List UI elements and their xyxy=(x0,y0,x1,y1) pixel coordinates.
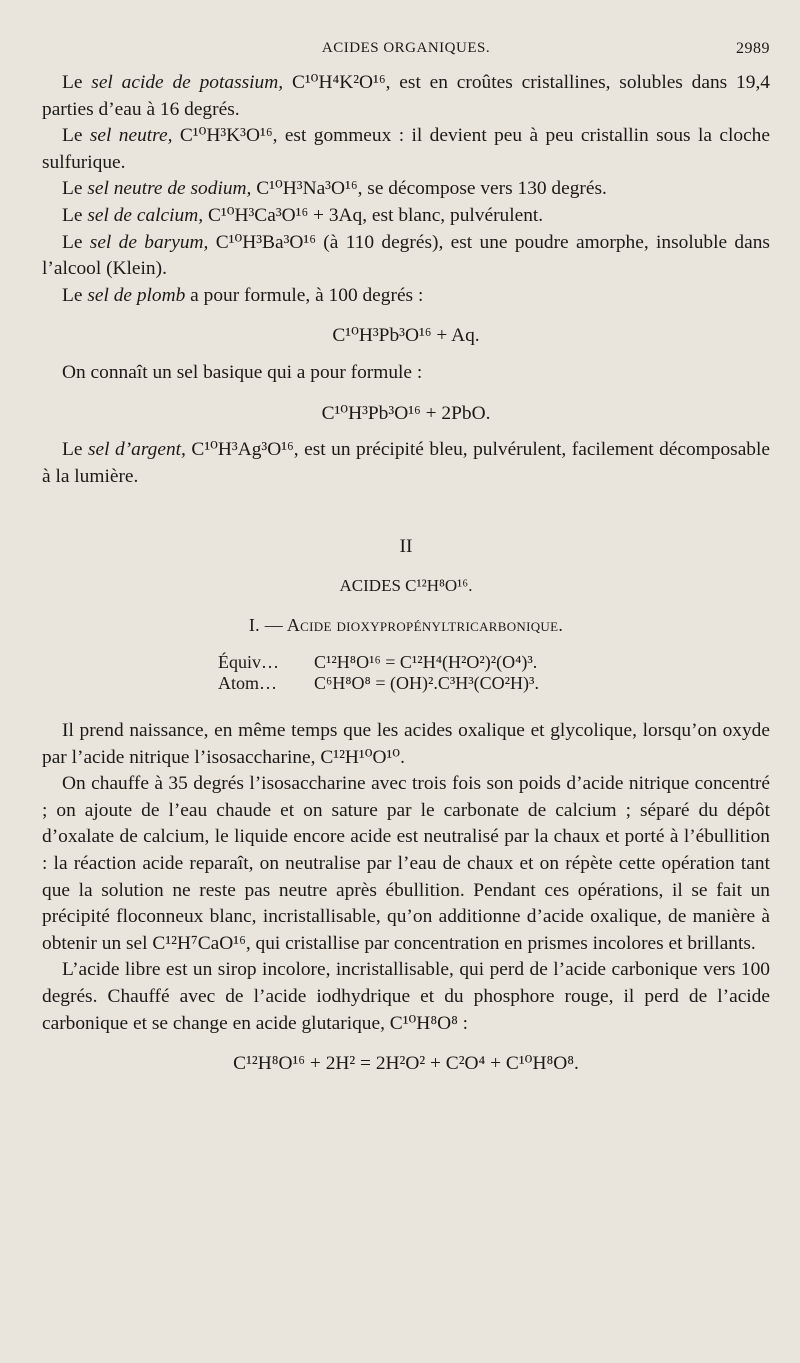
salt-calcium: Le sel de calcium, C¹⁰H³Ca³O¹⁶ + 3Aq, est blanc, pulvérulent. xyxy=(62,204,544,226)
section-title: ACIDES C¹²H⁸O¹⁶. xyxy=(339,575,473,595)
origin-paragraph: Il prend naissance, en même temps que les acides oxalique et glycolique, lorsqu’on oxyde par l’acide nitrique l’isosaccharine, C¹²H¹⁰O¹⁰. xyxy=(42,720,770,768)
basic-salt-text: On connaît un sel basique qui a pour formule : xyxy=(62,361,423,383)
salt-plomb: Le sel de plomb a pour formule, à 100 degrés : xyxy=(62,284,424,306)
equiv-label: Équiv… xyxy=(218,652,279,673)
running-title: ACIDES ORGANIQUES. xyxy=(321,40,491,56)
atom-line xyxy=(218,673,770,694)
salt-baryum: Le sel de baryum, C¹⁰H³Ba³O¹⁶ (à 110 degrés), est une poudre amorphe, insoluble dans l’alcool (Klein). xyxy=(42,231,770,280)
page-body xyxy=(42,70,770,1078)
subsection-title: I. — Acide dioxypropényltricarbonique. xyxy=(248,614,564,635)
section-number: II xyxy=(399,536,413,558)
atom-label: Atom… xyxy=(218,673,278,694)
final-equation: C¹²H⁸O¹⁶ + 2H² = 2H²O² + C²O⁴ + C¹⁰H⁸O⁸. xyxy=(233,1053,579,1075)
formula-basic-salt: C¹⁰H³Pb³O¹⁶ + 2PbO. xyxy=(321,402,491,424)
formula-plomb: C¹⁰H³Pb³O¹⁶ + Aq. xyxy=(332,325,480,347)
running-header xyxy=(42,40,770,62)
preparation-paragraph: On chauffe à 35 degrés l’isosaccharine avec trois fois son poids d’acide nitrique concentré ; on ajoute de l’eau chaude et on sature par le carbonate de calcium ; séparé du dépôt d’oxalate de calcium, le liquide encore acide est neutralisé par la chaux et porté à l’ébullition : la réaction acide reparaît, on neutralise par l’eau de chaux et on répète cette opération tant que la solution ne reste pas neutre après ébullition. Pendant ces opérations, il se fait un précipité floconneux blanc, incristallisable, qu’on additionne d’acide oxalique, de manière à obtenir un sel C¹²H⁷CaO¹⁶, qui cristallise par concentration en prismes incolores et brillants. xyxy=(42,773,770,954)
salt-potassium-acid: Le sel acide de potassium, C¹⁰H⁴K²O¹⁶, est en croûtes cristallines, solubles dans 19,4 parties d’eau à 16 degrés. xyxy=(42,72,770,120)
properties-paragraph: L’acide libre est un sirop incolore, incristallisable, qui perd de l’acide carbonique vers 100 degrés. Chauffé avec de l’acide iodhydrique et du phosphore rouge, il perd de l’acide carbonique et se change en acide glutarique, C¹⁰H⁸O⁸ : xyxy=(42,959,770,1034)
equiv-line xyxy=(218,652,770,673)
page-number: 2989 xyxy=(736,40,770,57)
equivalence-block xyxy=(218,652,770,694)
equiv-formula: C¹²H⁸O¹⁶ = C¹²H⁴(H²O²)²(O⁴)³. xyxy=(314,652,538,673)
salt-silver: Le sel d’argent, C¹⁰H³Ag³O¹⁶, est un précipité bleu, pulvérulent, facilement décomposable à la lumière. xyxy=(42,439,770,487)
atom-formula: C⁶H⁸O⁸ = (OH)².C³H³(CO²H)³. xyxy=(314,673,539,694)
salt-sodium: Le sel neutre de sodium, C¹⁰H³Na³O¹⁶, se décompose vers 130 degrés. xyxy=(62,178,607,200)
salt-neutral: Le sel neutre, C¹⁰H³K³O¹⁶, est gommeux : il devient peu à peu cristallin sous la cloche sulfurique. xyxy=(42,125,770,173)
